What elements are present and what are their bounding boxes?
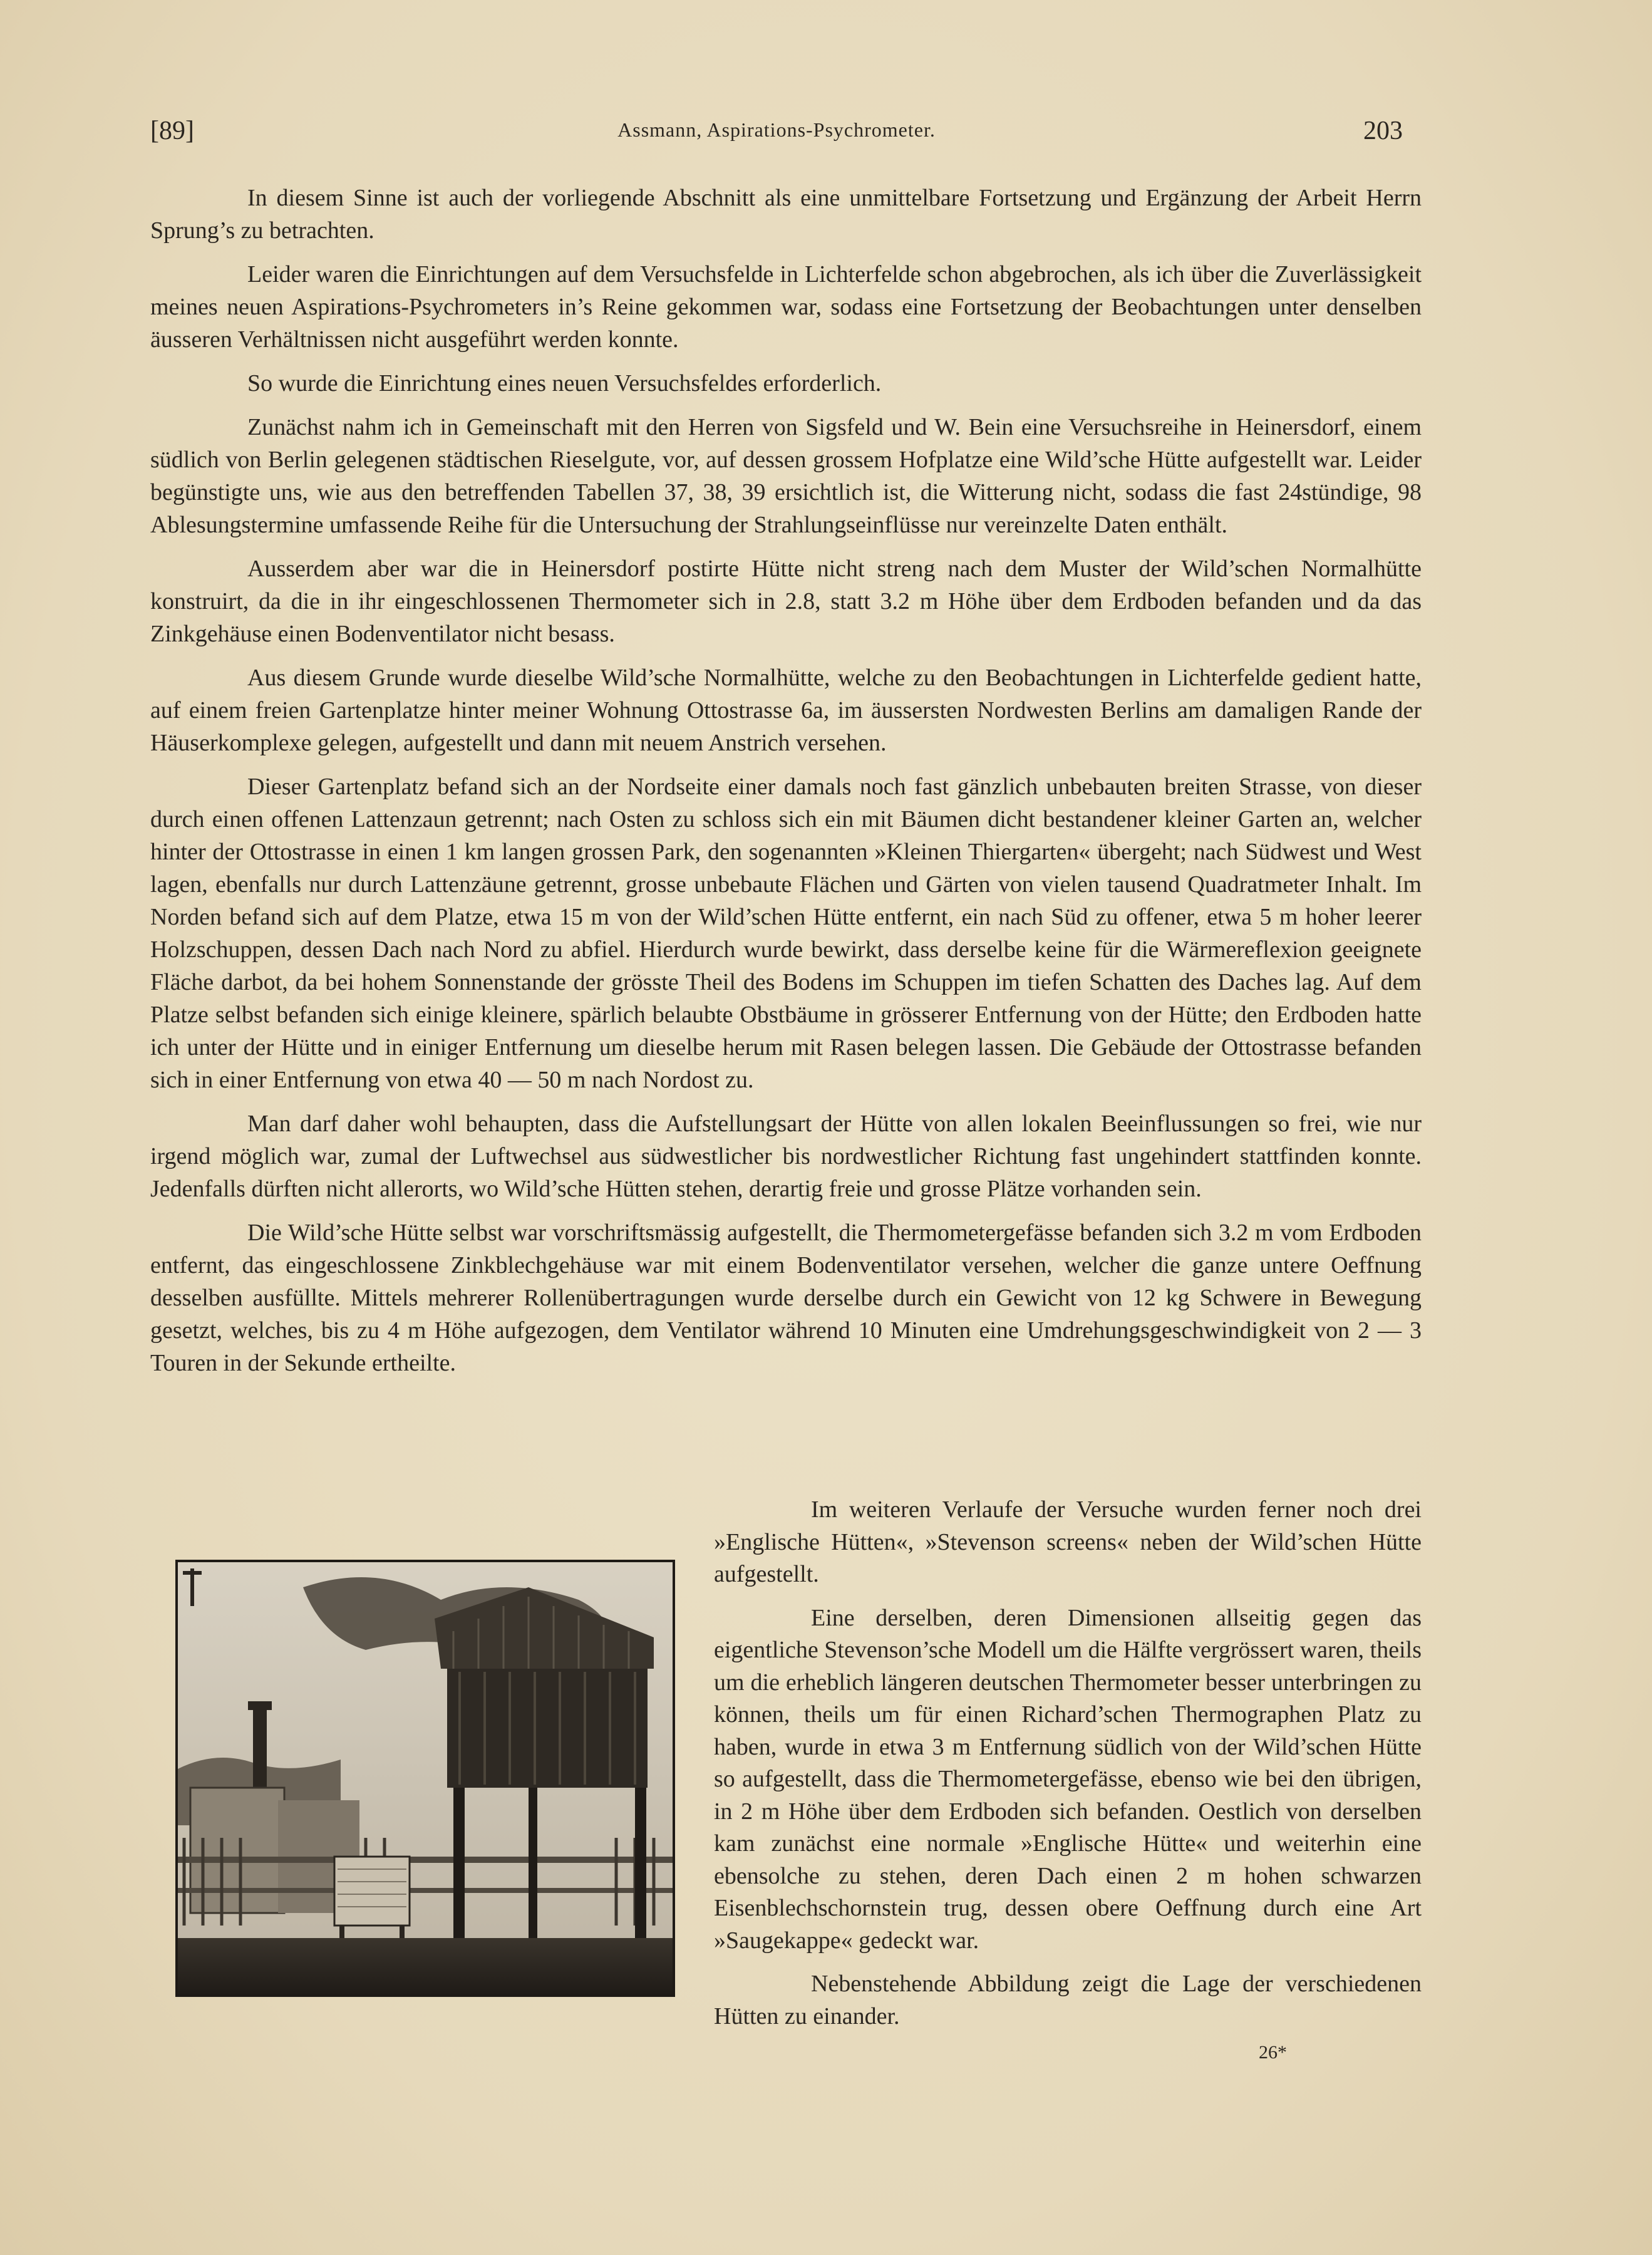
paragraph: Eine derselben, deren Dimensionen allseitig gegen das eigentliche Stevenson’sche Modell um die Hälfte vergrössert waren, theils um die erheblich längeren deutschen Thermometer besser unterbringen zu können, theils um für einen Richard’schen Thermographen Platz zu haben, wurde in etwa 3 m Entfernung südlich von der Wild’schen Hütte so aufgestellt, dass die Thermometergefässe, ebenso wie bei den übrigen, in 2 m Höhe über dem Erdboden sich befanden. Oestlich von derselben kam zunächst eine normale »Englische Hütte« und weiterhin eine ebensolche zu stehen, deren Dach einen 2 m hohen schwarzen Eisenblechschornstein trug, dessen obere Oeffnung durch eine Art »Saugekappe« gedeckt war. (714, 1604, 1422, 1954)
main-text-block (150, 182, 1422, 1379)
paragraph: Ausserdem aber war die in Heinersdorf postirte Hütte nicht streng nach dem Muster der Wild’schen Normalhütte konstruirt, da die in ihr eingeschlossenen Thermometer sich in 2.8, statt 3.2 m Höhe über dem Erdboden befanden und da das Zinkgehäuse einen Bodenventilator nicht besass. (150, 556, 1422, 647)
photograph-drawing (178, 1562, 673, 1994)
paragraph: Die Wild’sche Hütte selbst war vorschriftsmässig aufgestellt, die Thermometergefässe befanden sich 3.2 m vom Erdboden entfernt, das eingeschlossene Zinkblechgehäuse war mit einem Bodenventilator versehen, welcher die ganze untere Oeffnung desselben ausfüllte. Mittels mehrerer Rollenübertragungen wurde derselbe durch ein Gewicht von 12 kg Schwere in Bewegung gesetzt, welches, bis zu 4 m Höhe aufgezogen, dem Ventilator während 10 Minuten eine Umdrehungsgeschwindigkeit von 2 — 3 Touren in der Sekunde ertheilte. (150, 1220, 1422, 1376)
paragraph: Dieser Gartenplatz befand sich an der Nordseite einer damals noch fast gänzlich unbebauten breiten Strasse, von dieser durch einen offenen Lattenzaun getrennt; nach Osten zu schloss sich ein mit Bäumen dicht bestandener kleiner Garten an, welcher hinter der Ottostrasse in einen 1 km langen grossen Park, den sogenannten »Kleinen Thiergarten« übergeht; nach Südwest und West lagen, ebenfalls nur durch Lattenzäune getrennt, grosse unbebaute Flächen und Gärten von vielen tausend Quadratmeter Inhalt. Im Norden befand sich auf dem Platze, etwa 15 m von der Wild’schen Hütte entfernt, ein nach Süd zu offener, etwa 5 m hoher leerer Holzschuppen, dessen Dach nach Nord zu abfiel. Hierdurch wurde bewirkt, dass derselbe keine für die Wärmereflexion geeignete Fläche darbot, da bei hohem Sonnenstande der grösste Theil des Bodens im Schuppen im tiefen Schatten des Daches lag. Auf dem Platze selbst befanden sich einige kleinere, spärlich belaubte Obstbäume in grösserer Entfernung von der Hütte; den Erdboden hatte ich unter der Hütte und in einiger Entfernung um dieselbe herum mit Rasen belegen lassen. Die Gebäude der Ottostrasse befanden sich in einer Entfernung von etwa 40 — 50 m nach Nordost zu. (150, 774, 1422, 1093)
page-number: 203 (1363, 117, 1403, 145)
paragraph: So wurde die Einrichtung eines neuen Versuchsfeldes erforderlich. (247, 370, 882, 397)
photograph-huts (175, 1560, 675, 1997)
paragraph: Im weiteren Verlaufe der Versuche wurden ferner noch drei »Englische Hütten«, »Stevenson screens« neben der Wild’schen Hütte aufgestellt. (714, 1496, 1422, 1587)
page-bracket-number: [89] (150, 117, 194, 145)
running-header (150, 116, 1403, 153)
paragraph: Nebenstehende Abbildung zeigt die Lage der verschiedenen Hütten zu einander. (714, 1971, 1422, 2030)
paragraph: Zunächst nahm ich in Gemeinschaft mit den Herren von Sigsfeld und W. Bein eine Versuchsreihe in Heinersdorf, einem südlich von Berlin gelegenen städtischen Rieselgute, vor, auf dessen grossem Hofplatze eine Wild’sche Hütte aufgestellt war. Leider begünstigte uns, wie aus den betreffenden Tabellen 37, 38, 39 ersichtlich ist, die Witterung nicht, sodass die fast 24stündige, 98 Ablesungstermine umfassende Reihe für die Untersuchung der Strahlungseinflüsse nur vereinzelte Daten enthält. (150, 414, 1422, 538)
signature-mark: 26* (1259, 2042, 1287, 2063)
paragraph: Aus diesem Grunde wurde dieselbe Wild’sche Normalhütte, welche zu den Beobachtungen in Lichterfelde gedient hatte, auf einem freien Gartenplatze hinter meiner Wohnung Ottostrasse 6a, im äussersten Nordwesten Berlins am damaligen Rande der Häuserkomplexe gelegen, aufgestellt und dann mit neuem Anstrich versehen. (150, 665, 1422, 756)
side-text-block (714, 1494, 1422, 2033)
running-title: Assmann, Aspirations-Psychrometer. (617, 118, 936, 141)
paragraph: Man darf daher wohl behaupten, dass die Aufstellungsart der Hütte von allen lokalen Beeinflussungen so frei, wie nur irgend möglich war, zumal der Luftwechsel aus südwestlicher bis nordwestlicher Richtung fast ungehindert stattfinden konnte. Jedenfalls dürften nicht allerorts, wo Wild’sche Hütten stehen, derartig freie und grosse Plätze vorhanden sein. (150, 1111, 1422, 1202)
paragraph: In diesem Sinne ist auch der vorliegende Abschnitt als eine unmittelbare Fortsetzung und Ergänzung der Arbeit Herrn Sprung’s zu betrachten. (150, 185, 1422, 244)
paragraph: Leider waren die Einrichtungen auf dem Versuchsfelde in Lichterfelde schon abgebrochen, als ich über die Zuverlässigkeit meines neuen Aspirations-Psychrometers in’s Reine gekommen war, sodass eine Fortsetzung der Beobachtungen unter denselben äusseren Verhältnissen nicht ausgeführt werden konnte. (150, 261, 1422, 353)
